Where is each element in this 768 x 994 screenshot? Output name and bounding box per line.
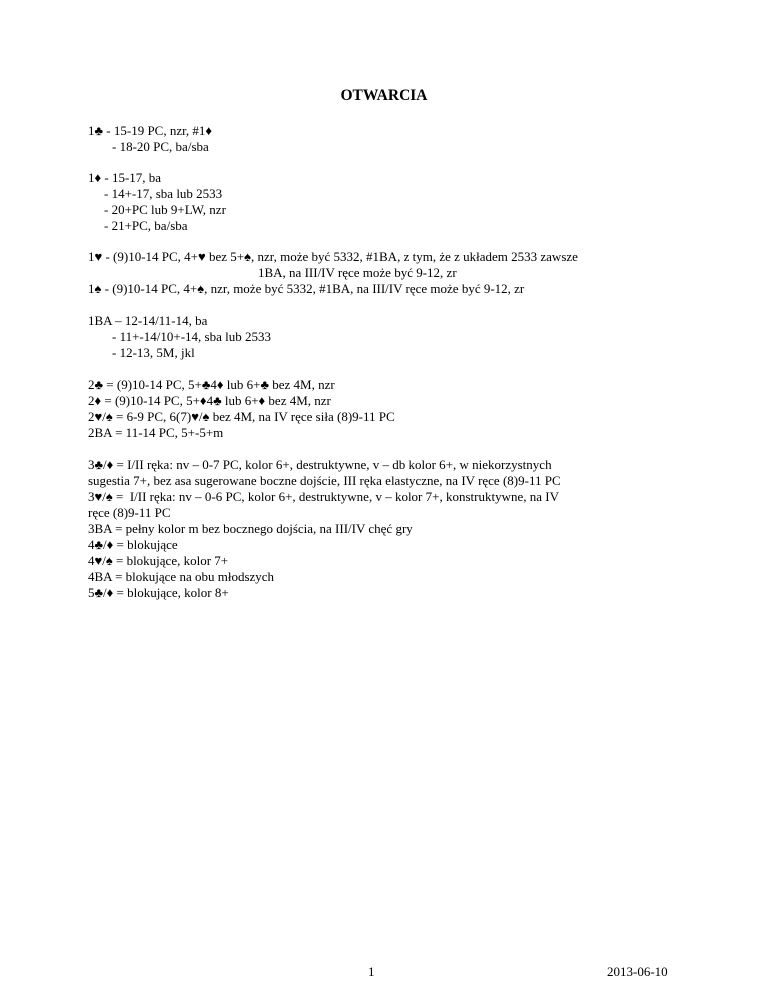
opening-two-level-line: 2♥/♠ = 6-9 PC, 6(7)♥/♠ bez 4M, na IV ręce siła (8)9-11 PC <box>88 409 395 424</box>
opening-1nt-line: - 12-13, 5M, jkl <box>112 345 195 360</box>
opening-preempt-line: 4BA = blokujące na obu młodszych <box>88 569 275 584</box>
opening-preempt-line: 3♣/♦ = I/II ręka: nv – 0-7 PC, kolor 6+, destruktywne, v – db kolor 6+, w niekorzystnych <box>88 457 552 472</box>
opening-preempt-line: 3♥/♠ = I/II ręka: nv – 0-6 PC, kolor 6+, destruktywne, v – kolor 7+, konstruktywne, na IV <box>88 489 559 504</box>
opening-1c-line: - 18-20 PC, ba/sba <box>112 139 209 154</box>
page-title: OTWARCIA <box>340 87 428 104</box>
opening-major-line: 1BA, na III/IV ręce może być 9-12, zr <box>258 265 457 280</box>
opening-preempt-line: 5♣/♦ = blokujące, kolor 8+ <box>88 585 229 600</box>
opening-major-line: 1♥ - (9)10-14 PC, 4+♥ bez 5+♠, nzr, może być 5332, #1BA, z tym, że z układem 2533 zawsze <box>88 249 578 264</box>
opening-two-level-line: 2♣ = (9)10-14 PC, 5+♣4♦ lub 6+♣ bez 4M, nzr <box>88 377 335 392</box>
footer-date: 2013-06-10 <box>607 964 668 979</box>
opening-major-line: 1♠ - (9)10-14 PC, 4+♠, nzr, może być 5332, #1BA, na III/IV ręce może być 9-12, zr <box>88 281 525 296</box>
opening-1nt-line: 1BA – 12-14/11-14, ba <box>88 313 208 328</box>
opening-preempt-line: 3BA = pełny kolor m bez bocznego dojścia, na III/IV chęć gry <box>88 521 413 536</box>
opening-1d-line: 1♦ - 15-17, ba <box>88 170 162 185</box>
opening-1d-line: - 14+-17, sba lub 2533 <box>104 186 223 201</box>
opening-preempt-line: 4♣/♦ = blokujące <box>88 537 178 552</box>
opening-preempt-line: sugestia 7+, bez asa sugerowane boczne dojście, III ręka elastyczne, na IV ręce (8)9-11 PC <box>88 473 561 488</box>
opening-1d-line: - 21+PC, ba/sba <box>104 218 188 233</box>
opening-two-level-line: 2BA = 11-14 PC, 5+-5+m <box>88 425 224 440</box>
opening-preempt-line: 4♥/♠ = blokujące, kolor 7+ <box>88 553 229 568</box>
opening-1nt-line: - 11+-14/10+-14, sba lub 2533 <box>112 329 271 344</box>
page-number: 1 <box>368 964 375 979</box>
opening-1d-line: - 20+PC lub 9+LW, nzr <box>104 202 226 217</box>
opening-two-level-line: 2♦ = (9)10-14 PC, 5+♦4♣ lub 6+♦ bez 4M, nzr <box>88 393 331 408</box>
opening-preempt-line: ręce (8)9-11 PC <box>88 505 171 520</box>
opening-1c-line: 1♣ - 15-19 PC, nzr, #1♦ <box>88 123 213 138</box>
